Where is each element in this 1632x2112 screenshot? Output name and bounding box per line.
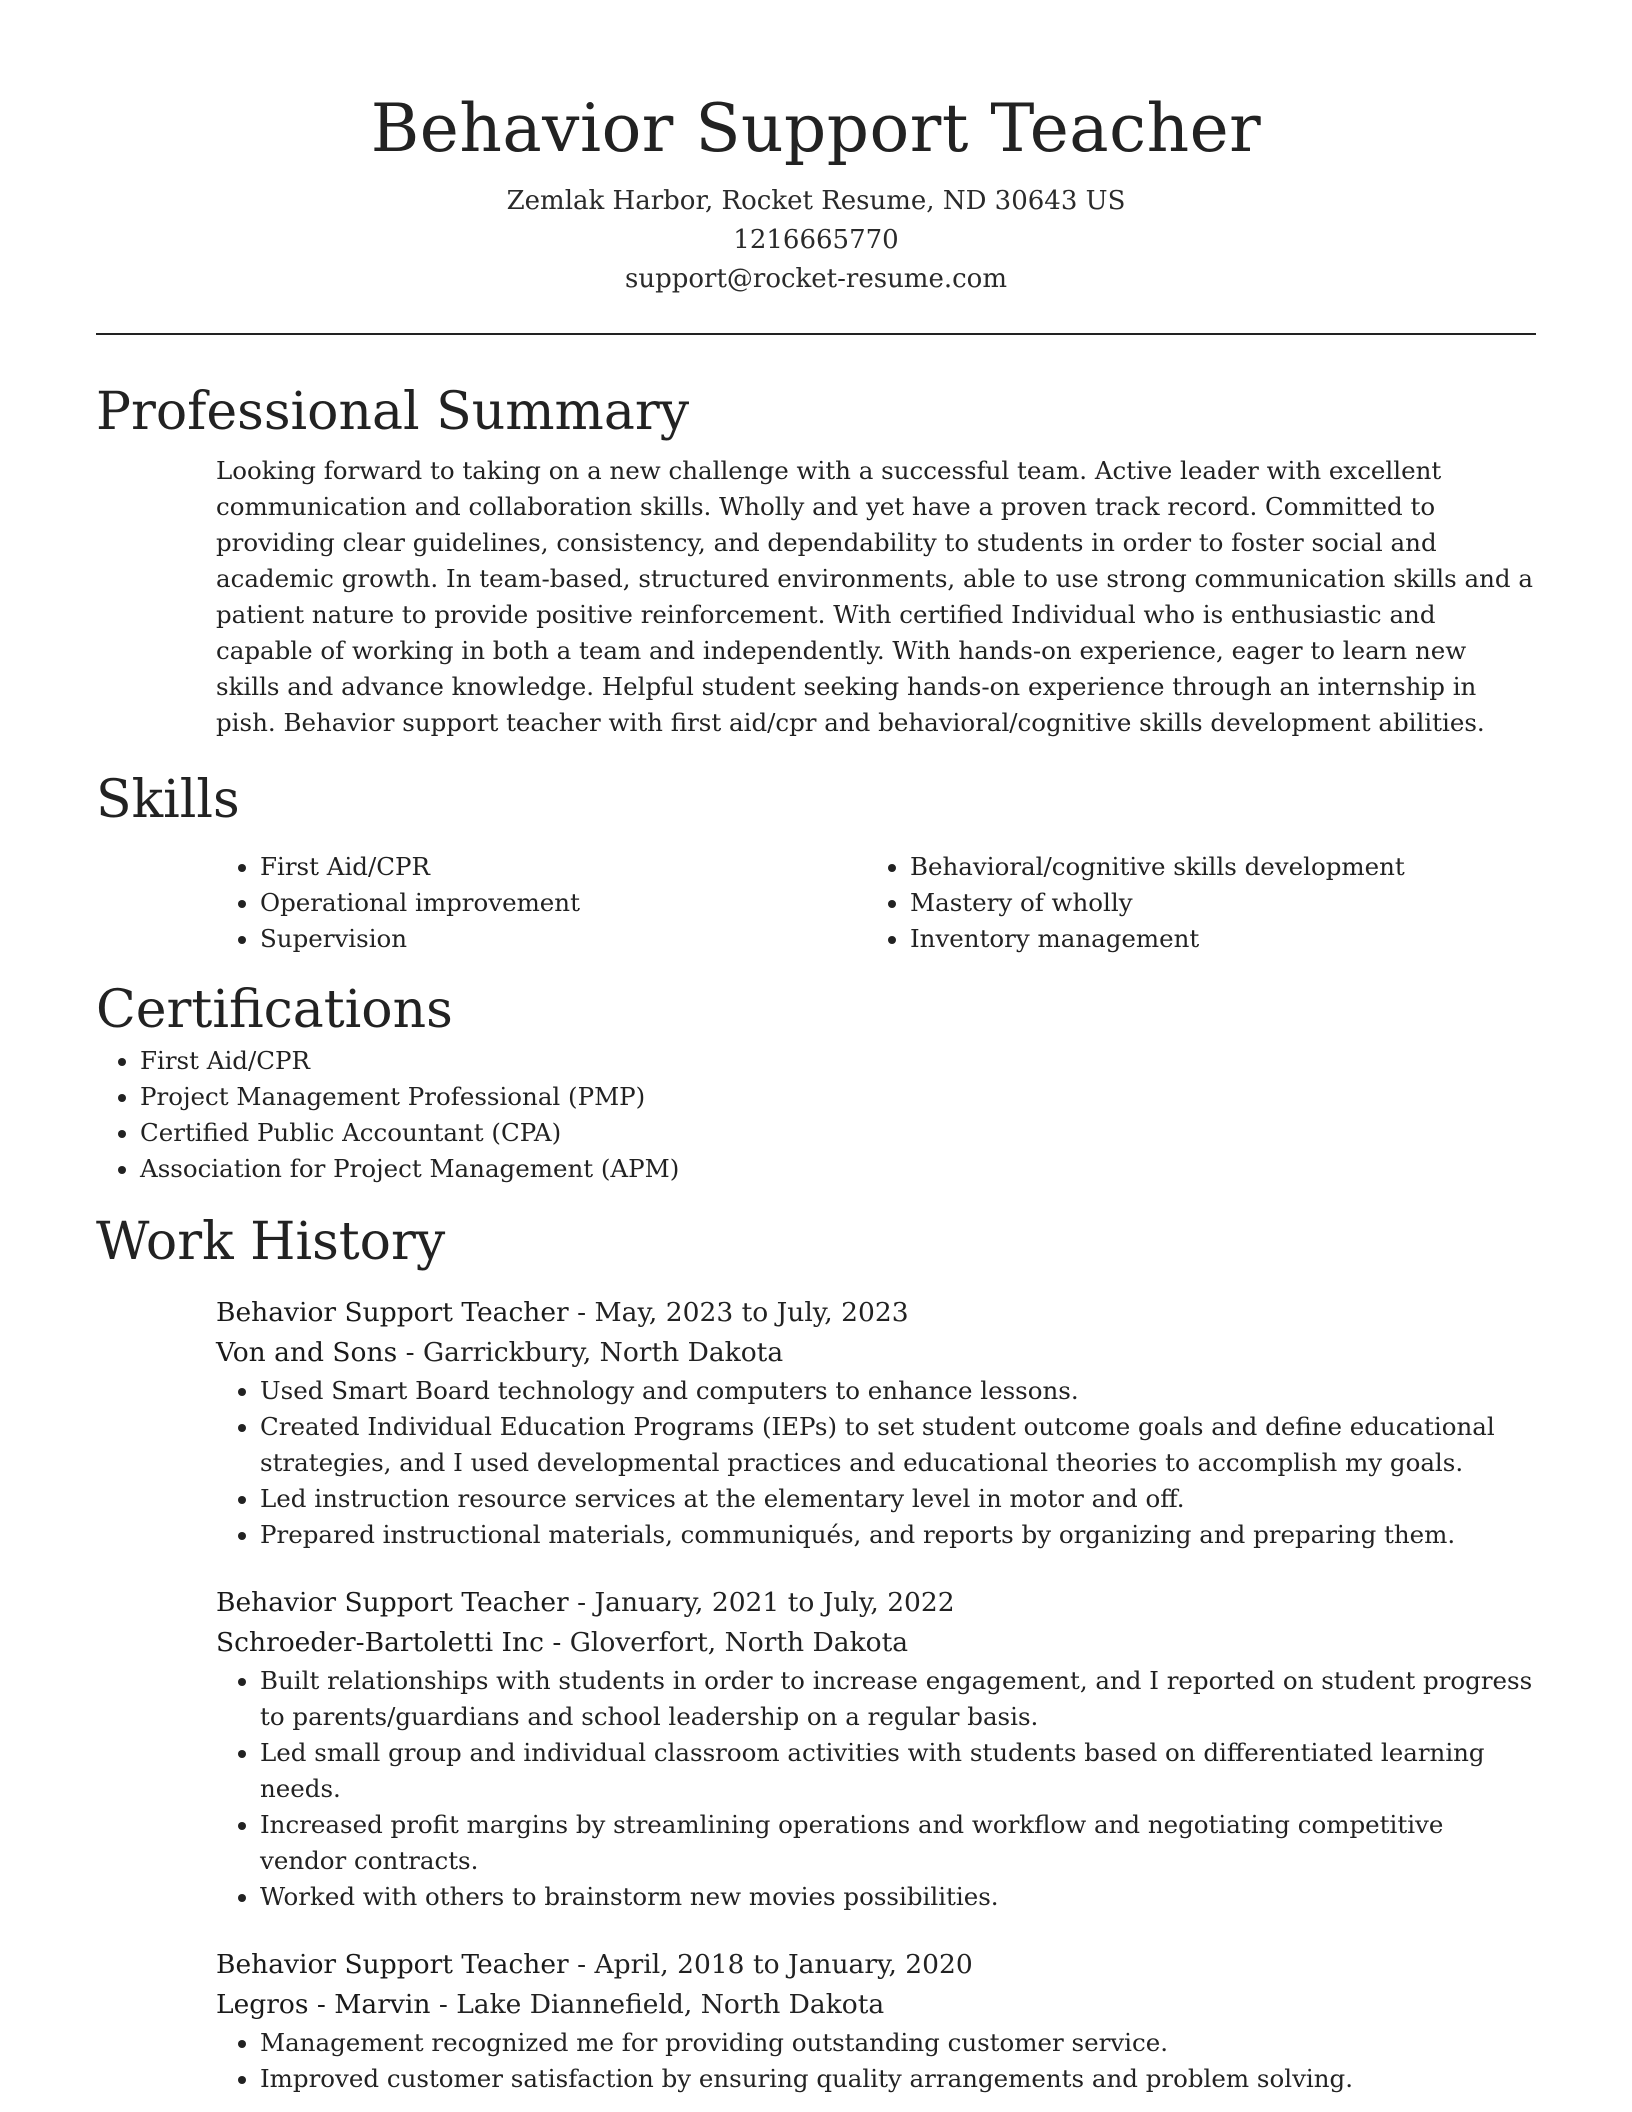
certifications-heading: Certifications (96, 980, 453, 1040)
job-entry (216, 1293, 1536, 1553)
summary-text: Looking forward to taking on a new challenge with a successful team. Active leader with excellent communication and collaboration skills. Wholly and yet have a proven track record. Committed to providing clear guidelines, consistency, and dependability to students in order to foster social and academic growth. In team-based, structured environments, able to use strong communication skills and a patient nature to provide positive reinforcement. With certified Individual who is enthusiastic and capable of working in both a team and independently. With hands-on experience, eager to learn new skills and advance knowledge. Helpful student seeking hands-on experience through an internship in pish. Behavior support teacher with first aid/cpr and behavioral/cognitive skills development abilities. (216, 456, 1533, 737)
job-dates: - January, 2021 to July, 2022 (568, 1587, 955, 1618)
summary-section (96, 379, 1536, 741)
job-title: Behavior Support Teacher (216, 1297, 569, 1328)
skills-list-left (216, 849, 866, 957)
job-company-line (216, 1985, 1536, 2025)
job-bullet: • Used Smart Board technology and computers to enhance lessons. (260, 1373, 1536, 1409)
job-bullet: • Management recognized me for providing outstanding customer service. (260, 2025, 1536, 2061)
certification-item: • Certified Public Accountant (CPA) (140, 1115, 1536, 1151)
job-bullet: • Created Individual Education Programs (IEPs) to set student outcome goals and define educational strategies, and I used developmental practices and educational theories to accomplish my goals. (260, 1409, 1536, 1481)
job-title-line (216, 1945, 1536, 1985)
skills-heading: Skills (96, 770, 240, 830)
job-location: - Lake Diannefield, North Dakota (430, 1989, 885, 2020)
contact-block (96, 182, 1536, 299)
job-location: - Gloverfort, North Dakota (543, 1627, 909, 1658)
job-company: Von and Sons (216, 1337, 398, 1368)
summary-heading: Professional Summary (96, 382, 690, 442)
skill-item: • Operational improvement (260, 885, 866, 921)
job-dates: - April, 2018 to January, 2020 (568, 1949, 973, 1980)
resume-name: Behavior Support Teacher (370, 90, 1262, 167)
job-bullet-list (216, 1373, 1536, 1553)
contact-phone: 1216665770 (733, 225, 899, 255)
job-company: Schroeder-Bartoletti Inc (216, 1627, 544, 1658)
certifications-list (96, 1043, 1536, 1187)
certification-item: • Project Management Professional (PMP) (140, 1079, 1536, 1115)
job-entry (216, 1945, 1536, 2097)
job-company: Legros - Marvin (216, 1989, 431, 2020)
job-location: - Garrickbury, North Dakota (397, 1337, 784, 1368)
job-bullet-list (216, 1663, 1536, 1915)
skills-section (96, 767, 1536, 957)
job-title-line (216, 1583, 1536, 1623)
skill-item: • Inventory management (910, 921, 1516, 957)
job-entry (216, 1583, 1536, 1915)
skills-list-right (866, 849, 1516, 957)
job-bullet: • Prepared instructional materials, communiqués, and reports by organizing and preparing them. (260, 1517, 1536, 1553)
header-divider (96, 333, 1536, 335)
contact-address: Zemlak Harbor, Rocket Resume, ND 30643 US (506, 186, 1126, 216)
work-history-section (96, 1209, 1536, 2097)
job-bullet: • Increased profit margins by streamlining operations and workflow and negotiating competitive vendor contracts. (260, 1807, 1536, 1879)
skill-item: • Supervision (260, 921, 866, 957)
job-bullet: • Led small group and individual classroom activities with students based on differentiated learning needs. (260, 1735, 1536, 1807)
contact-email: support@rocket-resume.com (624, 264, 1007, 294)
job-title-line (216, 1293, 1536, 1333)
resume-header (96, 0, 1536, 299)
job-bullet: • Led instruction resource services at the elementary level in motor and off. (260, 1481, 1536, 1517)
job-bullet: • Improved customer satisfaction by ensuring quality arrangements and problem solving. (260, 2061, 1536, 2097)
skills-grid (216, 849, 1536, 957)
skill-item: • Mastery of wholly (910, 885, 1516, 921)
certification-item: • First Aid/CPR (140, 1043, 1536, 1079)
job-title: Behavior Support Teacher (216, 1587, 569, 1618)
job-title: Behavior Support Teacher (216, 1949, 569, 1980)
job-company-line (216, 1333, 1536, 1373)
certifications-section (96, 977, 1536, 1187)
job-company-line (216, 1623, 1536, 1663)
certification-item: • Association for Project Management (APM) (140, 1151, 1536, 1187)
job-bullet-list (216, 2025, 1536, 2097)
skill-item: • First Aid/CPR (260, 849, 866, 885)
job-bullet: • Worked with others to brainstorm new movies possibilities. (260, 1879, 1536, 1915)
job-bullet: • Built relationships with students in order to increase engagement, and I reported on student progress to parents/guardians and school leadership on a regular basis. (260, 1663, 1536, 1735)
job-dates: - May, 2023 to July, 2023 (568, 1297, 909, 1328)
skill-item: • Behavioral/cognitive skills development (910, 849, 1516, 885)
resume-page (96, 0, 1536, 2097)
work-history-heading: Work History (96, 1212, 446, 1272)
